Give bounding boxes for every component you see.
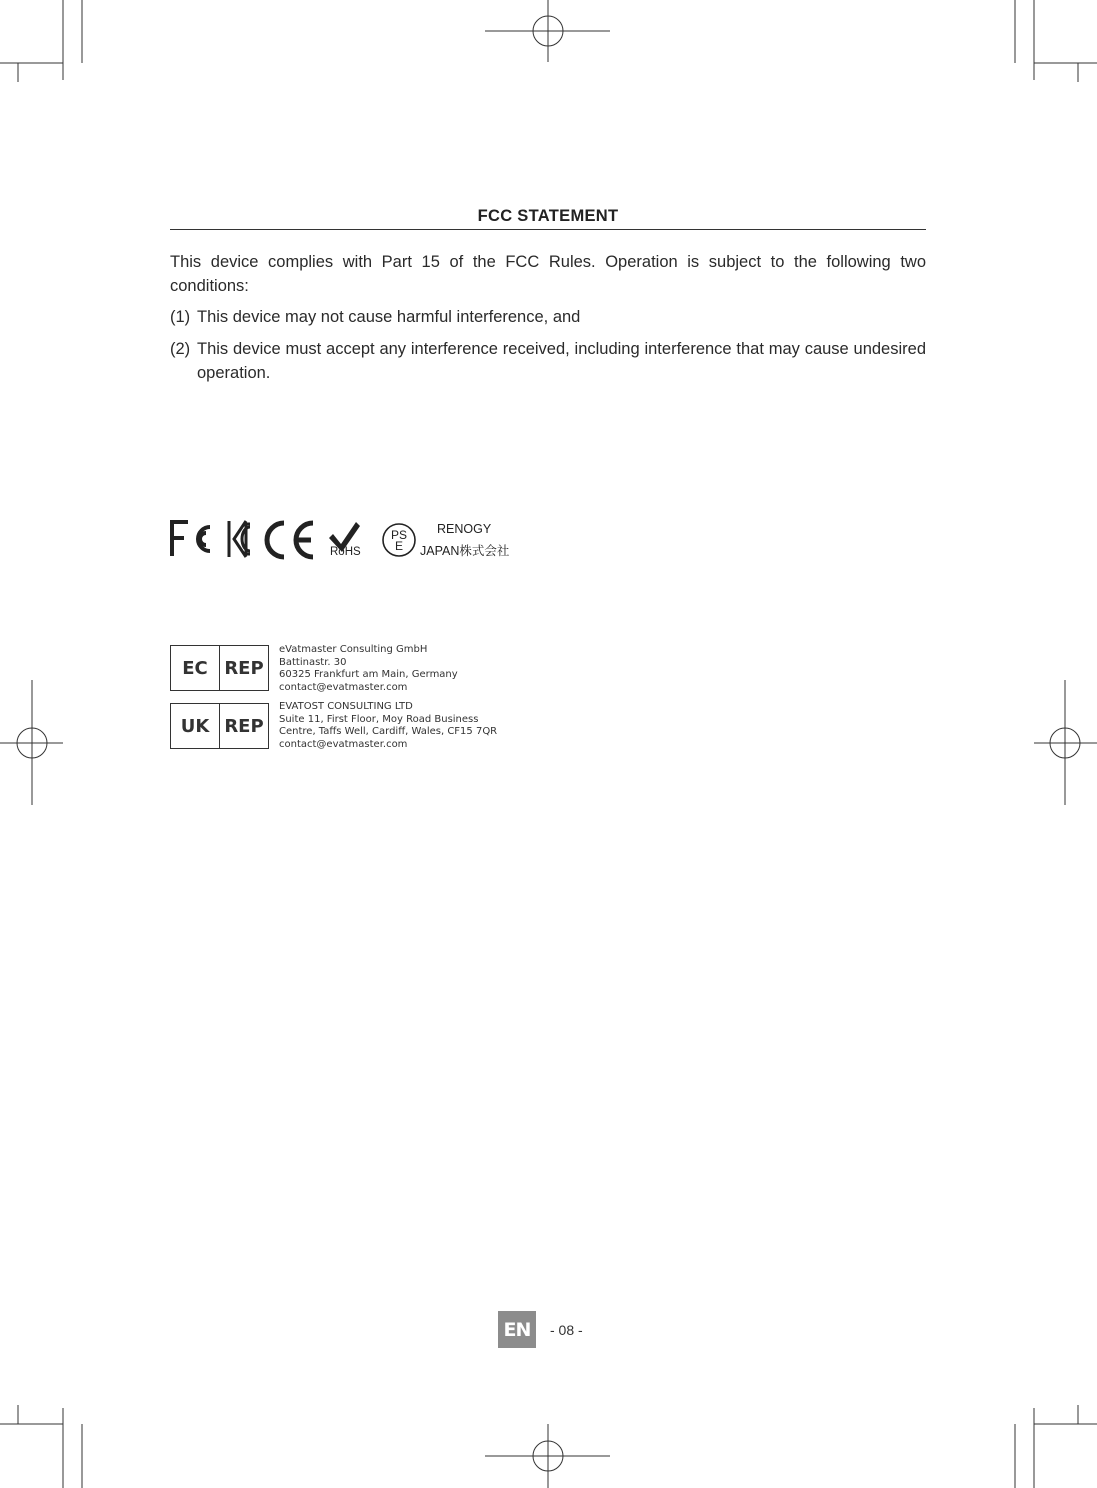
uk-rep-box: [170, 703, 269, 749]
title-underline: [170, 229, 926, 230]
page-title: FCC STATEMENT: [477, 207, 619, 225]
ec-rep-box: [170, 645, 269, 691]
address-line: eVatmaster Consulting GmbH: [279, 644, 428, 655]
rep-label: REP: [224, 657, 264, 679]
address-email: contact@evatmaster.com: [279, 738, 408, 750]
condition-text: This device must accept any interference received, including interference that may cause undesired operation.: [197, 340, 926, 382]
page-number: - 08 -: [550, 1322, 583, 1338]
condition-number: (1): [170, 308, 191, 326]
pse-company-line1: RENOGY: [437, 522, 492, 536]
ce-mark-icon: [267, 523, 313, 557]
rohs-label: RoHS: [330, 546, 361, 558]
uk-rep-address: [279, 701, 497, 751]
ec-label: EC: [171, 646, 220, 690]
condition-item: [170, 337, 926, 385]
language-badge: EN: [498, 1311, 536, 1348]
statement-intro: This device complies with Part 15 of the FCC Rules. Operation is subject to the following two conditions:: [170, 253, 926, 295]
condition-item: [170, 305, 926, 329]
pse-company-line2: JAPAN株式会社: [420, 544, 510, 558]
kc-logo-icon: [229, 521, 250, 557]
uk-label: UK: [171, 704, 220, 748]
condition-text: This device may not cause harmful interference, and: [197, 308, 581, 326]
condition-number: (2): [170, 340, 191, 358]
rep-label: REP: [224, 715, 264, 737]
fcc-logo-icon: [172, 522, 210, 556]
pse-label-bottom: E: [394, 539, 403, 553]
address-email: contact@evatmaster.com: [279, 681, 408, 693]
address-line: Battinastr. 30: [279, 656, 347, 668]
address-line: Suite 11, First Floor, Moy Road Business: [279, 713, 479, 725]
pse-label-top: PS: [390, 528, 407, 542]
address-line: 60325 Frankfurt am Main, Germany: [279, 669, 458, 680]
address-line: Centre, Taffs Well, Cardiff, Wales, CF15 7QR: [279, 726, 498, 737]
ec-rep-address: [279, 644, 458, 694]
address-line: EVATOST CONSULTING LTD: [279, 701, 413, 712]
